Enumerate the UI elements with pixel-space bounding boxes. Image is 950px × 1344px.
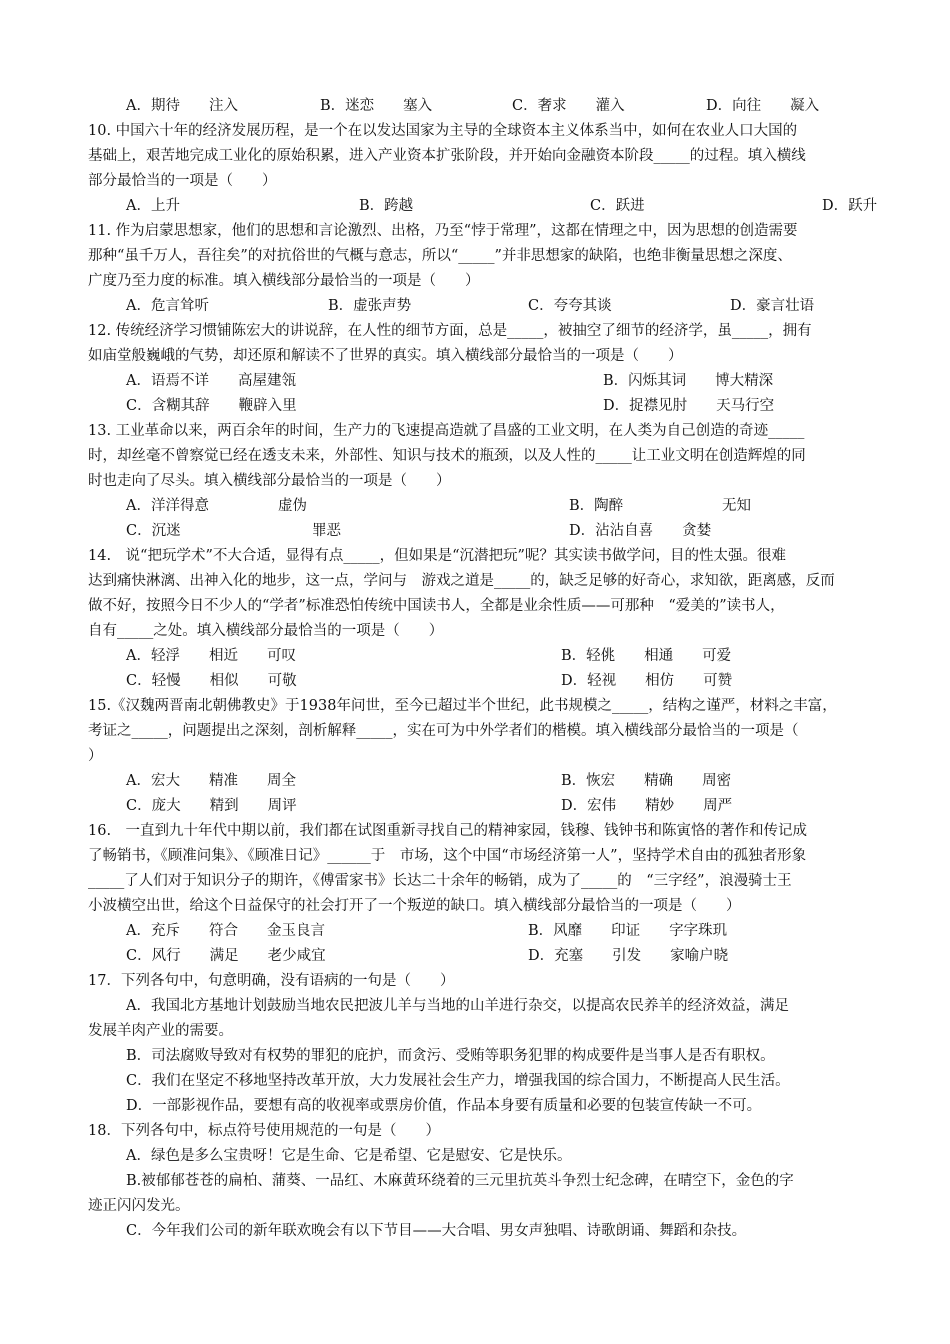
text-segment: B．闪烁其词 博大精深 xyxy=(603,373,774,389)
text-segment: A．期待 注入 xyxy=(126,98,238,114)
text-segment: 做不好，按照今日不少人的“学者”标准恐怕传统中国读书人，全都是业余性质——可那种 “爱美的”读书人， xyxy=(88,598,785,614)
text-line xyxy=(0,794,950,818)
text-segment: 时也走向了尽头。填入横线部分最恰当的一项是（ ） xyxy=(88,473,451,489)
text-segment: C．含糊其辞 鞭辟入里 xyxy=(126,398,297,414)
text-line xyxy=(0,119,950,143)
text-segment: C．庞大 精到 周评 xyxy=(126,798,297,814)
text-line xyxy=(0,294,950,318)
text-segment: C．风行 满足 老少咸宜 xyxy=(126,948,326,964)
text-segment: A．上升 xyxy=(126,198,180,214)
text-segment: 11. 作为启蒙思想家，他们的思想和言论激烈、出格，乃至“悖于常理”，这都在情理之中，因为思想的创造需要 xyxy=(88,223,798,239)
text-segment: C．夸夸其谈 xyxy=(528,298,612,314)
text-line xyxy=(0,819,950,843)
text-line xyxy=(0,769,950,793)
text-line xyxy=(0,544,950,568)
text-segment: 考证之_____，问题提出之深刻，剖析解释_____，实在可为中外学者们的楷模。填入横线部分最恰当的一项是（ xyxy=(88,723,799,739)
text-segment: B．恢宏 精确 周密 xyxy=(561,773,732,789)
text-segment: C．沉迷 xyxy=(126,523,181,539)
text-segment: A．语焉不详 高屋建瓴 xyxy=(126,373,296,389)
text-line xyxy=(0,494,950,518)
text-line xyxy=(0,319,950,343)
text-segment: D．一部影视作品，要想有高的收视率或票房价值，作品本身要有质量和必要的包装宣传缺一不可。 xyxy=(126,1098,762,1114)
text-line xyxy=(0,969,950,993)
text-segment: A．充斥 符合 金玉良言 xyxy=(126,923,325,939)
text-segment: 达到痛快淋漓、出神入化的地步，这一点，学问与 游戏之道是_____的，缺乏足够的好奇心，求知欲，距离感，反而 xyxy=(88,573,835,589)
text-segment: A．危言耸听 xyxy=(126,298,209,314)
text-segment: 迹正闪闪发光。 xyxy=(88,1198,190,1214)
text-segment: 罪恶 xyxy=(312,523,341,539)
text-segment: B．迷恋 塞入 xyxy=(320,98,433,114)
text-segment: B．轻佻 相通 可爱 xyxy=(561,648,732,664)
text-line xyxy=(0,1094,950,1118)
text-segment: 了畅销书，《顾准问集》、《顾准日记》______于 市场，这个中国“市场经济第一人”，坚持学术自由的孤独者形象 xyxy=(88,848,807,864)
text-segment: C．轻慢 相似 可敬 xyxy=(126,673,297,689)
text-segment: D．跃升 xyxy=(822,198,878,214)
text-segment: 部分最恰当的一项是（ ） xyxy=(88,173,277,189)
text-line xyxy=(0,244,950,268)
text-segment: B．司法腐败导致对有权势的罪犯的庇护，而贪污、受贿等职务犯罪的构成要件是当事人是否有职权。 xyxy=(126,1048,775,1064)
text-segment: C．奢求 灌入 xyxy=(512,98,625,114)
text-segment: D．宏伟 精妙 周严 xyxy=(561,798,733,814)
text-segment: A．我国北方基地计划鼓励当地农民把波儿羊与当地的山羊进行杂交，以提高农民养羊的经济效益，满足 xyxy=(126,998,789,1014)
text-line xyxy=(0,669,950,693)
text-segment: B．陶醉 xyxy=(569,498,624,514)
text-segment: A．洋洋得意 xyxy=(126,498,209,514)
text-segment: 18．下列各句中，标点符号使用规范的一句是（ ） xyxy=(88,1123,440,1139)
text-segment: 广度乃至力度的标准。填入横线部分最恰当的一项是（ ） xyxy=(88,273,480,289)
text-segment: 16. 一直到九十年代中期以前，我们都在试图重新寻找自己的精神家园，钱穆、钱钟书和陈寅恪的著作和传记成 xyxy=(88,823,808,839)
text-segment: 基础上，艰苦地完成工业化的原始积累，进入产业资本扩张阶段，并开始向金融资本阶段_____的过程。填入横线 xyxy=(88,148,806,164)
text-line xyxy=(0,1169,950,1193)
text-line xyxy=(0,694,950,718)
text-line xyxy=(0,869,950,893)
text-segment: 13. 工业革命以来，两百余年的时间，生产力的飞速提高造就了昌盛的工业文明，在人类为自己创造的奇迹_____ xyxy=(88,423,805,439)
text-line xyxy=(0,1119,950,1143)
text-segment: 14. 说“把玩学术”不大合适，显得有点_____，但如果是“沉潜把玩”呢？其实读书做学问，目的性太强。很难 xyxy=(88,548,786,564)
text-line xyxy=(0,569,950,593)
text-line xyxy=(0,719,950,743)
text-line xyxy=(0,1194,950,1218)
text-segment: A．绿色是多么宝贵呀！它是生命、它是希望、它是慰安、它是快乐。 xyxy=(126,1148,572,1164)
text-segment: D．充塞 引发 家喻户晓 xyxy=(528,948,729,964)
text-line xyxy=(0,219,950,243)
text-line xyxy=(0,519,950,543)
text-line xyxy=(0,169,950,193)
text-segment: 小波横空出世，给这个日益保守的社会打开了一个叛逆的缺口。填入横线部分最恰当的一项是（ ） xyxy=(88,898,741,914)
text-line xyxy=(0,944,950,968)
text-segment: 12. 传统经济学习惯铺陈宏大的讲说辞，在人性的细节方面，总是_____，被抽空了细节的经济学，虽_____，拥有 xyxy=(88,323,812,339)
text-line xyxy=(0,919,950,943)
text-line xyxy=(0,1069,950,1093)
text-line xyxy=(0,444,950,468)
text-segment: B．跨越 xyxy=(359,198,414,214)
text-segment: D．轻视 相仿 可赞 xyxy=(561,673,733,689)
text-segment: D．捉襟见肘 天马行空 xyxy=(603,398,775,414)
text-line xyxy=(0,894,950,918)
text-line xyxy=(0,394,950,418)
text-line xyxy=(0,94,950,118)
text-segment: B．风靡 印证 字字珠玑 xyxy=(528,923,728,939)
text-line xyxy=(0,419,950,443)
text-line xyxy=(0,1019,950,1043)
text-segment: D．向往 凝入 xyxy=(706,98,820,114)
text-line xyxy=(0,1219,950,1243)
text-segment: ） xyxy=(88,748,103,764)
text-segment: A．轻浮 相近 可叹 xyxy=(126,648,296,664)
text-line xyxy=(0,1044,950,1068)
text-line xyxy=(0,344,950,368)
text-segment: C．我们在坚定不移地坚持改革开放，大力发展社会生产力，增强我国的综合国力，不断提高人民生活。 xyxy=(126,1073,790,1089)
text-segment: C．今年我们公司的新年联欢晚会有以下节目——大合唱、男女声独唱、诗歌朗诵、舞蹈和杂技。 xyxy=(126,1223,747,1239)
text-segment: A．宏大 精准 周全 xyxy=(126,773,296,789)
text-line xyxy=(0,594,950,618)
text-segment: C．跃进 xyxy=(590,198,645,214)
text-line xyxy=(0,644,950,668)
text-segment: 17．下列各句中，句意明确，没有语病的一句是（ ） xyxy=(88,973,455,989)
text-segment: B．虚张声势 xyxy=(328,298,412,314)
text-line xyxy=(0,844,950,868)
text-line xyxy=(0,744,950,768)
text-line xyxy=(0,619,950,643)
text-segment: 无知 xyxy=(722,498,751,514)
text-segment: D．沾沾自喜 贪婪 xyxy=(569,523,712,539)
text-segment: 那种“虽千万人，吾往矣”的对抗俗世的气概与意志，所以“_____”并非思想家的缺陷，也绝非衡量思想之深度、 xyxy=(88,248,792,264)
text-segment: 10. 中国六十年的经济发展历程，是一个在以发达国家为主导的全球资本主义体系当中，如何在农业人口大国的 xyxy=(88,123,798,139)
text-line xyxy=(0,269,950,293)
text-line xyxy=(0,1144,950,1168)
text-segment: B.被郁郁苍苍的扁柏、蒲葵、一品红、木麻黄环绕着的三元里抗英斗争烈士纪念碑，在晴空下，金色的字 xyxy=(126,1173,794,1189)
text-segment: 发展羊肉产业的需要。 xyxy=(88,1023,233,1039)
text-line xyxy=(0,469,950,493)
text-segment: 虚伪 xyxy=(278,498,307,514)
text-segment: 15.《汉魏两晋南北朝佛教史》于1938年问世，至今已超过半个世纪，此书规模之_____，结构之谨严，材料之丰富， xyxy=(88,698,837,714)
text-line xyxy=(0,194,950,218)
text-segment: 如庙堂般巍峨的气势，却还原和解读不了世界的真实。填入横线部分最恰当的一项是（ ） xyxy=(88,348,683,364)
text-line xyxy=(0,994,950,1018)
text-line xyxy=(0,144,950,168)
text-segment: 自有_____之处。填入横线部分最恰当的一项是（ ） xyxy=(88,623,444,639)
text-line xyxy=(0,369,950,393)
text-segment: D．豪言壮语 xyxy=(730,298,815,314)
text-segment: _____了人们对于知识分子的期许，《傅雷家书》长达二十余年的畅销，成为了_____的 “三字经”，浪漫骑士王 xyxy=(88,873,792,889)
text-segment: 时，却丝毫不曾察觉已经在透支未来，外部性、知识与技术的瓶颈，以及人性的_____让工业文明在创造辉煌的同 xyxy=(88,448,806,464)
